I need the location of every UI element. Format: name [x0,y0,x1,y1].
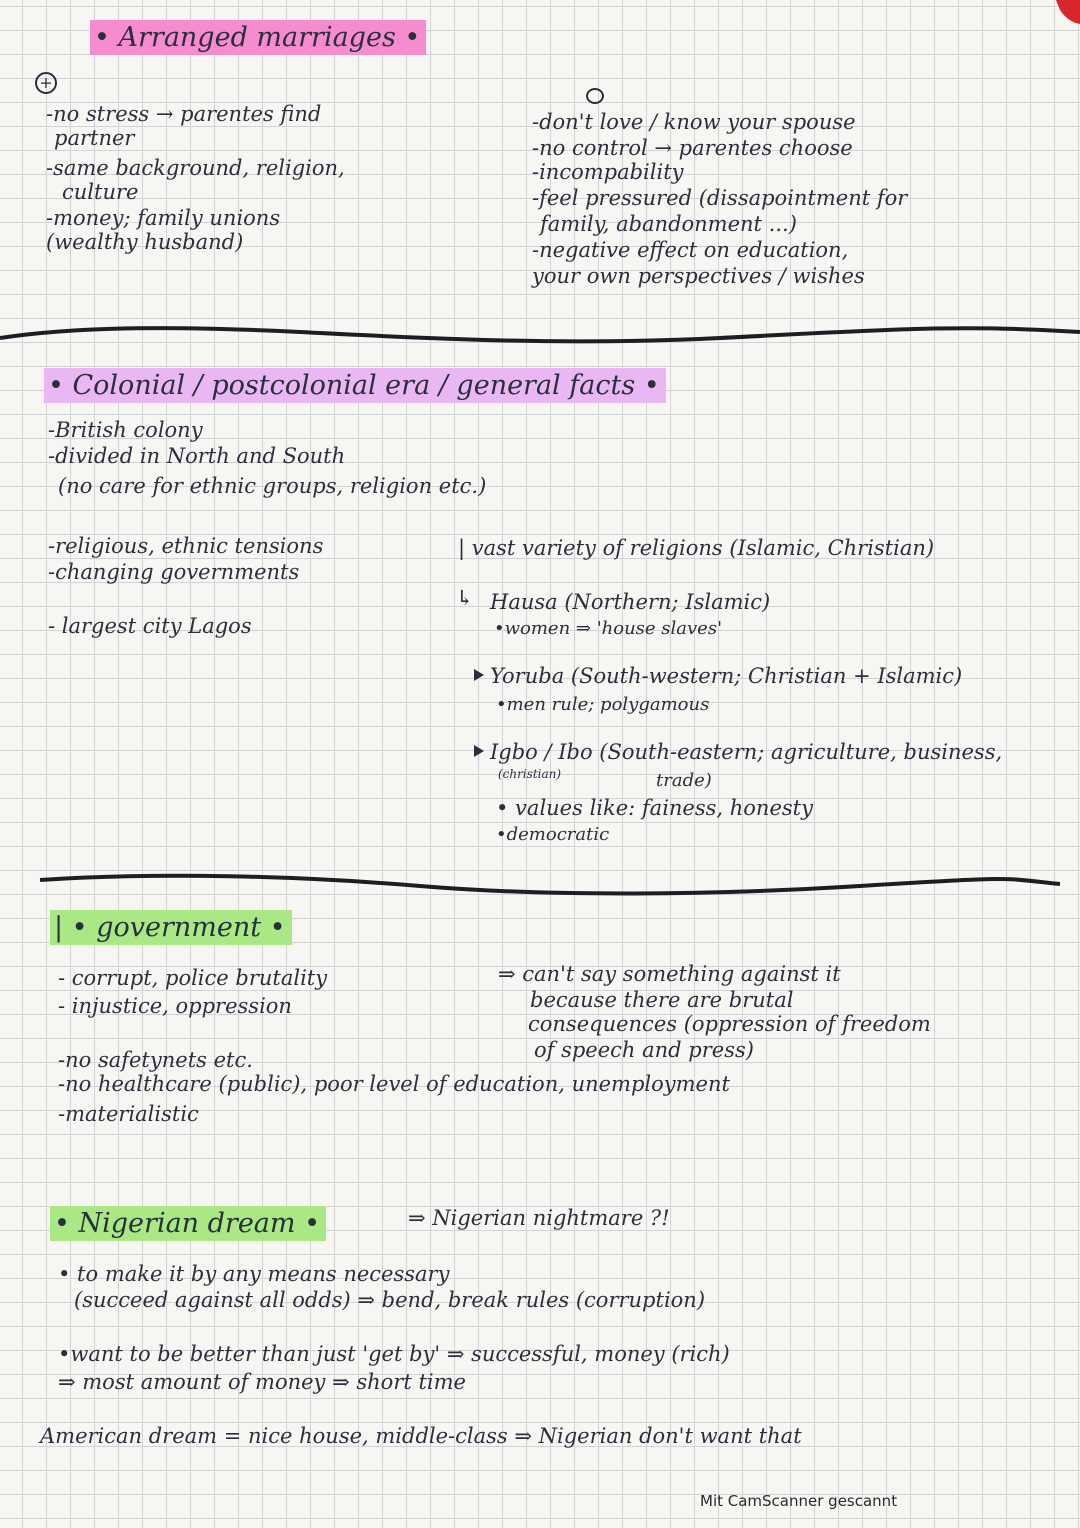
dream-line: • to make it by any means necessary [58,1262,450,1286]
yoruba-group: Yoruba (South-western; Christian + Islamic) [474,666,962,687]
cons-line: -feel pressured (dissapointment for [532,186,908,210]
igbo-trade: trade) [656,770,712,791]
government-line: - injustice, oppression [58,994,292,1018]
colonial-line: (no care for ethnic groups, religion etc.) [58,474,487,498]
cons-line: -no control → parentes choose [532,136,853,160]
igbo-sub: (christian) [498,767,562,781]
hausa-note: •women ⇒ 'house slaves' [494,618,723,639]
arranged-title: • Arranged marriages • [90,24,426,51]
pros-line: (wealthy husband) [46,230,244,254]
scan-corner-mark [1052,0,1080,26]
government-line: -no safetynets etc. [58,1048,253,1072]
dream-line: (succeed against all odds) ⇒ bend, break rules (corruption) [74,1288,706,1312]
colonial-line: - largest city Lagos [48,614,252,638]
government-consequence: because there are brutal [530,988,794,1012]
pros-line: partner [54,126,135,150]
triangle-bullet-icon [474,669,484,681]
igbo-democratic: •democratic [496,824,610,845]
colonial-title: • Colonial / postcolonial era / general facts • [44,372,666,399]
section-divider [0,866,1080,906]
igbo-group: Igbo / Ibo (South-eastern; agriculture, business, [474,742,1002,763]
scanner-footer: Mit CamScanner gescannt [700,1492,898,1510]
government-consequence: ⇒ can't say something against it [498,962,841,986]
dream-title: • Nigerian dream • [50,1210,326,1237]
government-line: -no healthcare (public), poor level of education, unemployment [58,1072,730,1096]
dream-line: ⇒ most amount of money ⇒ short time [58,1370,466,1394]
cons-line: -don't love / know your spouse [532,110,856,134]
dream-nightmare: ⇒ Nigerian nightmare ?! [408,1206,670,1230]
plus-circle-icon: + [35,72,57,94]
dream-line: •want to be better than just 'get by' ⇒ successful, money (rich) [58,1342,730,1366]
government-title: | • government • [50,914,292,941]
hausa-arrow-icon: ↳ [456,586,474,610]
dream-line: American dream = nice house, middle-class ⇒ Nigerian don't want that [40,1424,802,1448]
colonial-line: -religious, ethnic tensions [48,534,324,558]
pros-line: -no stress → parentes find [46,102,322,126]
colonial-line: -changing governments [48,560,300,584]
pros-line: culture [62,180,139,204]
colonial-line: -divided in North and South [48,444,346,468]
cons-line: -negative effect on education, [532,238,849,262]
yoruba-note: •men rule; polygamous [496,694,710,715]
government-line: -materialistic [58,1102,199,1126]
colonial-line: -British colony [48,418,203,442]
triangle-bullet-icon [474,745,484,757]
cons-line: your own perspectives / wishes [532,264,865,288]
minus-circle-icon [586,88,604,104]
section-divider [0,316,1080,356]
government-line: - corrupt, police brutality [58,966,328,990]
government-consequence: consequences (oppression of freedom [528,1012,931,1036]
pros-line: -money; family unions [46,206,281,230]
religion-variety: | vast variety of religions (Islamic, Christian) [458,536,935,560]
pros-line: -same background, religion, [46,156,345,180]
cons-line: -incompability [532,160,684,184]
hausa-group: Hausa (Northern; Islamic) [490,590,771,614]
igbo-values: • values like: fainess, honesty [496,796,813,820]
government-consequence: of speech and press) [534,1038,754,1062]
cons-line: family, abandonment ...) [540,212,797,236]
